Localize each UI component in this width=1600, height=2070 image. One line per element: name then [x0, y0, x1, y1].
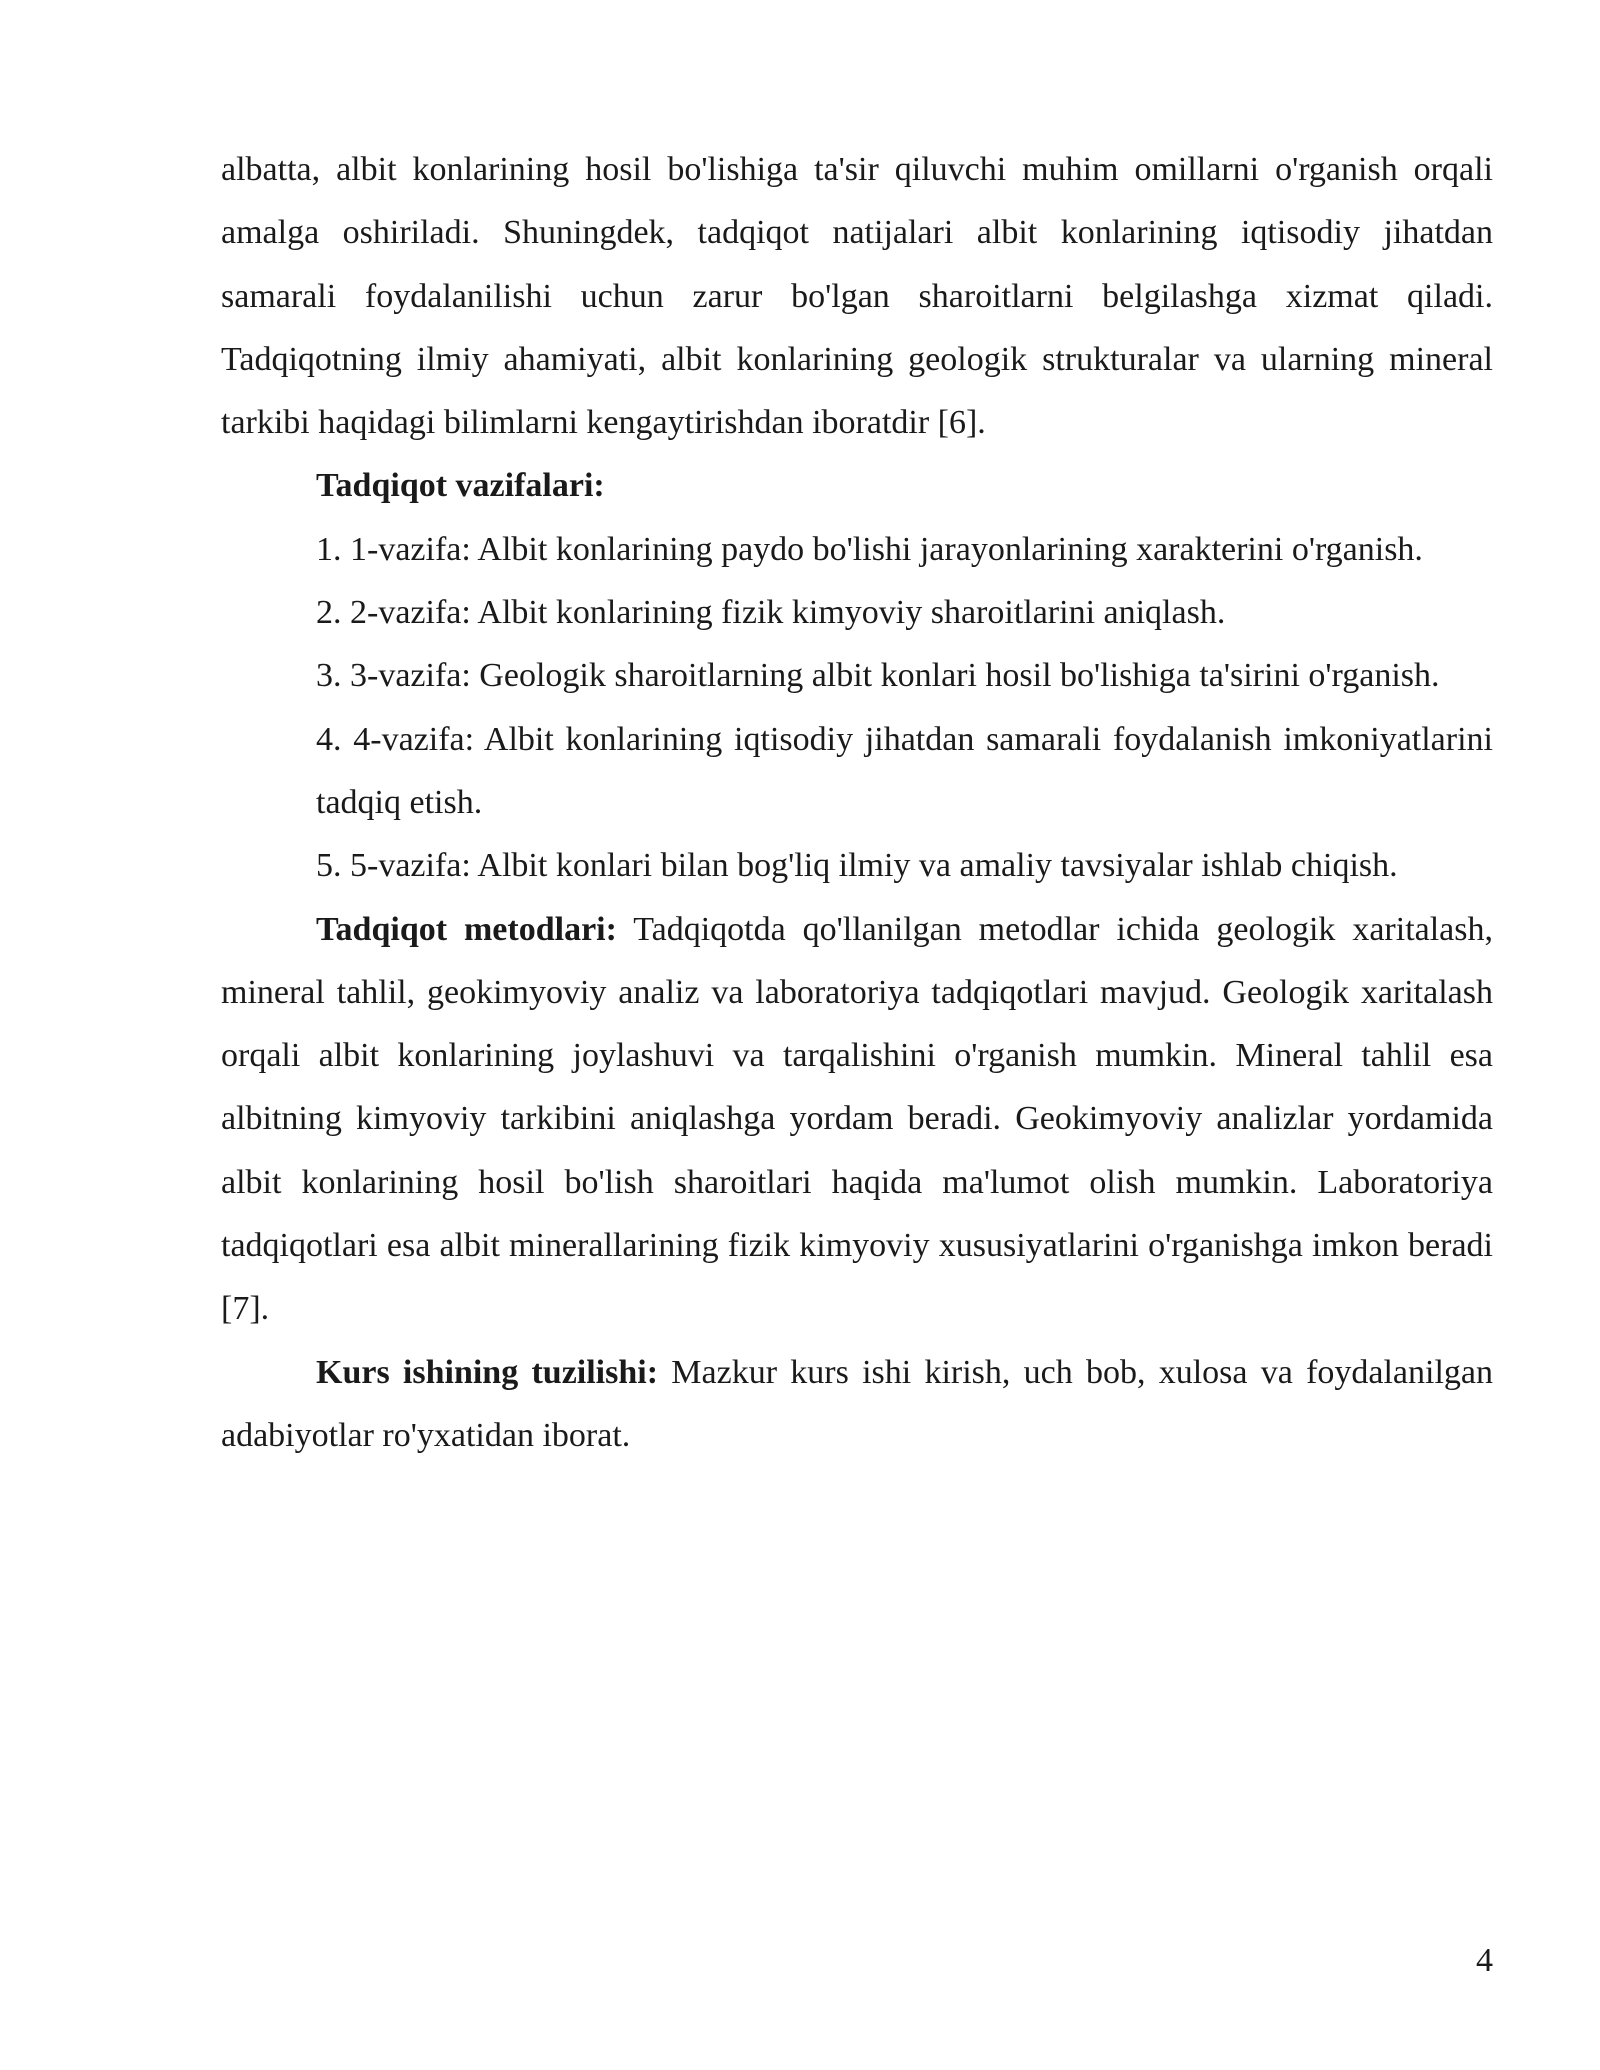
structure-heading: Kurs ishining tuzilishi:	[316, 1353, 659, 1391]
structure-paragraph	[221, 1341, 1493, 1468]
task-item-5: 5. 5-vazifa: Albit konlari bilan bog'liq ilmiy va amaliy tavsiyalar ishlab chiqish.	[316, 847, 1398, 885]
intro-paragraph: albatta, albit konlarining hosil bo'lishiga ta'sir qiluvchi muhim omillarni o'rganish orqali amalga oshiriladi. Shuningdek, tadqiqot natijalari albit konlarining iqtisodiy jihatdan samarali foydalanilishi uchun zarur bo'lgan sharoitlarni belgilashga xizmat qiladi. Tadqiqotning ilmiy ahamiyati, albit konlarining geologik strukturalar va ularning mineral tarkibi haqidagi bilimlarni kengaytirishdan iboratdir [6].	[221, 151, 1493, 442]
tasks-heading: Tadqiqot vazifalari:	[316, 467, 605, 505]
document-body	[221, 138, 1493, 1467]
task-item-2: 2. 2-vazifa: Albit konlarining fizik kimyoviy sharoitlarini aniqlash.	[316, 594, 1226, 632]
task-item-3: 3. 3-vazifa: Geologik sharoitlarning albit konlari hosil bo'lishiga ta'sirini o'rganish.	[316, 657, 1440, 695]
structure-text: Mazkur kurs ishi kirish, uch bob, xulosa va foydalanilgan adabiyotlar ro'yxatidan iborat.	[221, 1353, 1494, 1454]
task-item-4: 4. 4-vazifa: Albit konlarining iqtisodiy jihatdan samarali foydalanish imkoniyatlarini tadqiq etish.	[316, 720, 1493, 821]
page-number: 4	[1476, 1942, 1493, 1979]
tasks-list	[221, 518, 1493, 898]
methods-paragraph	[221, 898, 1493, 1341]
methods-heading: Tadqiqot metodlari:	[316, 910, 617, 948]
methods-text: Tadqiqotda qo'llanilgan metodlar ichida geologik xaritalash, mineral tahlil, geokimyoviy analiz va laboratoriya tadqiqotlari mavjud. Geologik xaritalash orqali albit konlarining joylashuvi va tarqalishini o'rganish mumkin. Mineral tahlil esa albitning kimyoviy tarkibini aniqlashga yordam beradi. Geokimyoviy analizlar yordamida albit konlarining hosil bo'lish sharoitlari haqida ma'lumot olish mumkin. Laboratoriya tadqiqotlari esa albit minerallarining fizik kimyoviy xususiyatlarini o'rganishga imkon beradi [7].	[221, 910, 1493, 1328]
task-item-1: 1. 1-vazifa: Albit konlarining paydo bo'lishi jarayonlarining xarakterini o'rganish.	[316, 530, 1423, 568]
